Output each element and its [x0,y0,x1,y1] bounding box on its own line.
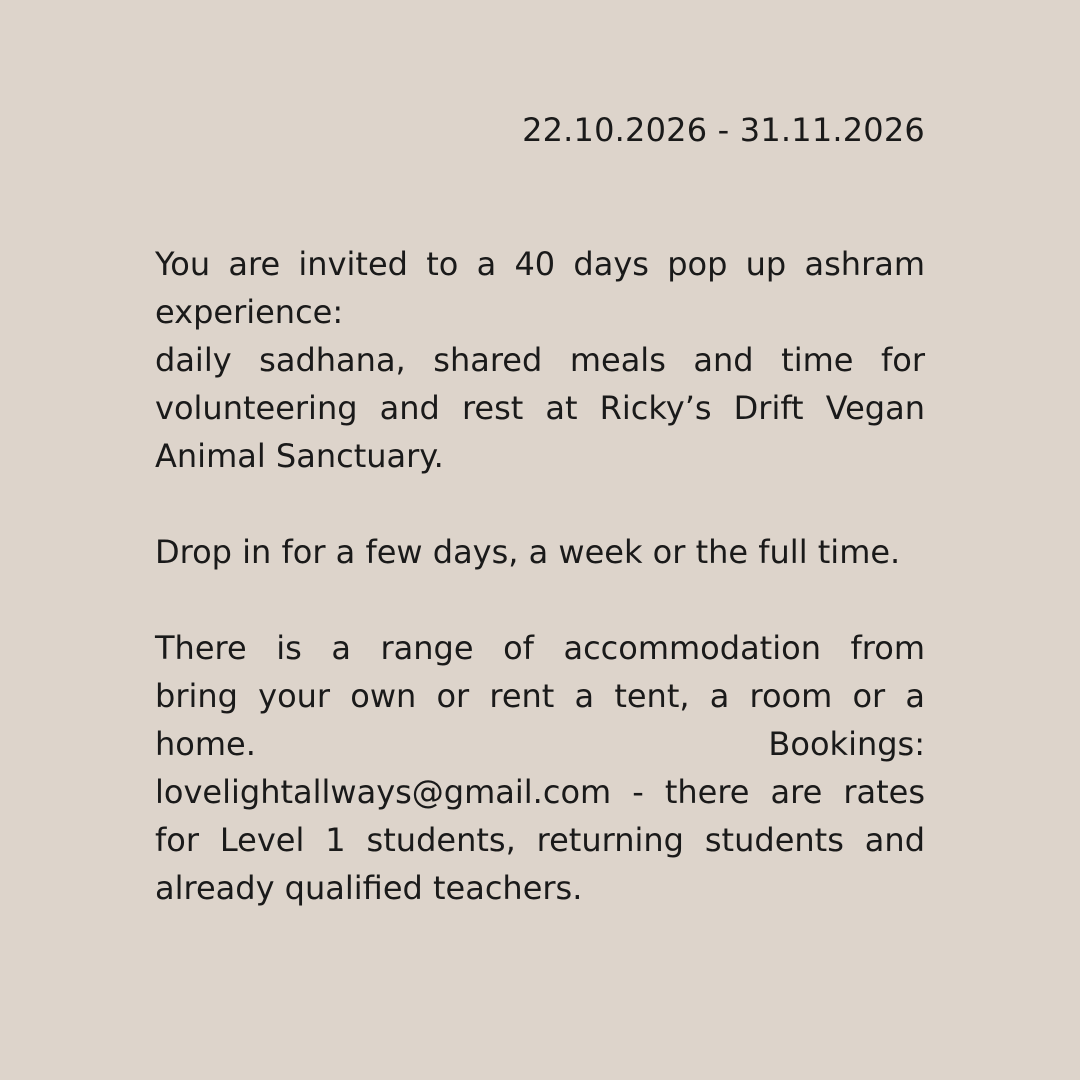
accommodation-line-5: for Level 1 students, returning students and [155,821,925,859]
intro-line-5: Animal Sanctuary. [155,437,444,475]
home-word: home. [155,725,256,763]
accommodation-line-1: There is a range of accommodation from [155,629,925,667]
intro-line-1: You are invited to a 40 days pop up ashram [155,245,925,283]
intro-line-2: experience: [155,293,344,331]
intro-line-3: daily sadhana, shared meals and time for [155,341,925,379]
booking-email-line: lovelightallways@gmail.com - there are rates [155,773,925,811]
drop-in-paragraph [155,528,925,576]
intro-paragraph [155,240,925,480]
accommodation-line-6: already qualified teachers. [155,869,583,907]
body-text [155,240,925,960]
intro-line-4: volunteering and rest at Ricky’s Drift Vegan [155,389,925,427]
drop-in-line: Drop in for a few days, a week or the full time. [155,533,901,571]
accommodation-line-2: bring your own or rent a tent, a room or a [155,677,925,715]
date-range: 22.10.2026 - 31.11.2026 [522,111,925,149]
bookings-label: Bookings: [768,725,925,763]
accommodation-line-3 [155,720,925,768]
accommodation-paragraph [155,624,925,912]
